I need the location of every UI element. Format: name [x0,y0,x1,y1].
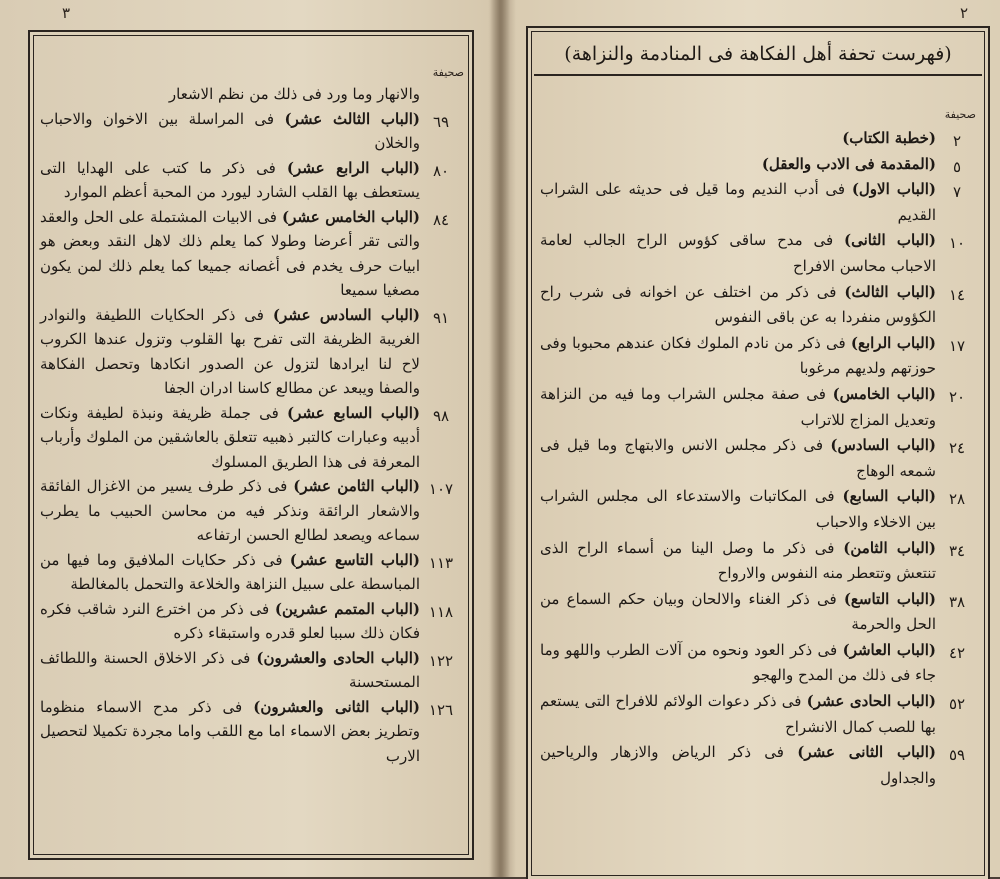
toc-entry [40,474,462,548]
entry-text [40,303,420,401]
entry-page-number: ٤٢ [948,643,966,662]
entry-description: فى ذكر من نادم الملوك فكان عندهم محبوبا وفى حوزتهم ولديهم مرغوبا [540,333,936,378]
entry-title: (الباب الثانى) [844,231,936,250]
entry-description: فى ذكر من اختلف عن اخوانه فى شرب راح الكؤوس منفردا به عن باقى النفوس [540,282,936,327]
toc-entry [540,382,978,433]
entry-title: (الباب الثانى والعشرون) [253,697,420,716]
entry-description: فى ذكر ما وصل الينا من أسماء الراح الذى تنتعش وتتعطر منه النفوس والارواح [540,538,936,583]
entry-text [540,382,936,433]
entry-page-number: ١٢٢ [428,651,454,670]
toc-entry [540,484,978,535]
entry-text [40,205,420,303]
entry-description: فى ذكر مدح الاسماء منظوما وتطريز بعض الاسماء اما مع اللقب واما مجردة تكميلا لتحصيل الارب [40,697,420,765]
page-frame [28,30,474,860]
entry-page-number [420,82,462,88]
entry-page-number: ٢٤ [948,439,966,458]
entry-description: فى جملة ظريفة ونبذة لطيفة ونكات أدبيه وعبارات كالتبر ذهبيه تتعلق بالعاشقين من الملوك وأرباب المعرفة فى هذا الطريق المسلوك [40,403,420,471]
toc-entry [40,695,462,769]
entry-page-number: ١١٣ [428,553,454,572]
entry-page-number: ١٠ [948,234,966,253]
column-header: صحيفة [944,108,976,121]
entry-title: (الباب الاول) [851,180,936,199]
entry-text [40,107,420,156]
entry-text [40,695,420,769]
page-number: ٣ [62,4,71,22]
entry-page-number: ١٤ [948,285,966,304]
entry-description: فى ذكر مجلس الانس والابتهاج وما قيل فى شمعه الوهاج [540,436,936,480]
entry-title: (الباب الثالث) [844,282,936,301]
page-frame [526,26,990,879]
entry-title: (الباب الرابع عشر) [286,158,420,177]
entry-description: فى ذكر الرياض والازهار والرياحين والجداول [540,743,936,787]
toc-entry [540,587,978,638]
toc-entry [540,433,978,484]
entry-title: (الباب السابع عشر) [287,403,420,422]
entry-page-number: ٩٨ [432,406,450,425]
toc-entries [540,126,978,791]
entry-description: فى ذكر دعوات الولائم للافراح التى يستعم بها للصب كمال الانشراح [540,692,936,736]
entry-text [540,740,936,791]
entry-text [540,536,936,587]
entry-description: فى ذكر الحكايات اللطيفة والنوادر الغريبة الظريفة التى تفرح بها القلوب وتزول عندها الكروب لاح لنا ايرادها لتزول عن الصدور انكادها وتحصل الفكاهة والصفا ويبعد عن مطالع كاسنا ادران الجفا [40,305,420,397]
entry-description: فى أدب النديم وما قيل فى حديثه على الشراب القديم [540,180,936,224]
toc-entry [540,280,978,331]
entry-title: (الباب التاسع عشر) [289,550,420,569]
toc-entry [40,303,462,401]
entry-title: (الباب التاسع) [843,589,936,608]
toc-entry [40,548,462,597]
entry-text [40,474,420,548]
toc-entry [540,331,978,382]
entry-page-number: ١٠٧ [428,480,454,498]
entry-description: فى صفة مجلس الشراب وما فيه من النزاهة وتعديل المزاج للاتراب [540,384,936,429]
entry-text [540,331,936,382]
entry-title: (الباب العاشر) [842,640,936,659]
right-page [508,0,1000,877]
entry-description: فى مدح ساقى كؤوس الراح الجالب لعامة الاحباب محاسن الافراح [540,231,936,275]
toc-entry [40,401,462,475]
entry-title: (الباب الحادى عشر) [806,692,936,711]
entry-page-number: ٨٠ [432,161,450,180]
toc-entry [540,126,978,152]
entry-page-number: ٣٤ [948,541,966,560]
entry-page-number: ٥ [952,157,962,176]
entry-text [540,177,936,228]
page-title: (فهرست تحفة أهل الفكاهة فى المنادمة والنزاهة) [564,43,952,65]
toc-entry [540,740,978,791]
entry-text [540,689,936,740]
toc-entry [40,646,462,695]
entry-text [540,638,936,689]
entry-title: (الباب السادس عشر) [272,305,420,324]
entry-page-number: ٧ [952,183,962,202]
entry-page-number: ١١٨ [428,602,454,621]
column-header: صحيفة [432,66,464,79]
entry-description: فى المكاتبات والاستدعاء الى مجلس الشراب بين الاخلاء والاحباب [540,487,936,531]
entry-text [540,433,936,484]
entry-description: فى ذكر ما كتب على الهدايا التى يستعطف بها القلب الشارد ليورد من المحبة أعظم الموارد [40,158,420,201]
entry-text [40,646,420,695]
toc-entry [40,205,462,303]
entry-description: فى ذكر من اخترع النرد شاقب فكره فكان ذلك سببا لعلو قدره واستبقاء ذكره [40,599,420,642]
entry-title: (الباب الثانى عشر) [797,743,936,762]
toc-entry [540,689,978,740]
page-number: ٢ [960,4,969,22]
toc-entry [540,536,978,587]
entry-description: فى ذكر الاخلاق الحسنة واللطائف المستحسنة [40,648,420,691]
entry-text [40,597,420,646]
entry-title: (الباب الثامن عشر) [293,477,420,495]
entry-page-number: ١٧ [948,336,966,355]
entry-text [540,152,936,178]
entry-title: (الباب الرابع) [850,333,936,352]
entry-text [540,126,936,152]
entry-page-number: ٢ [952,132,962,150]
toc-entry [540,177,978,228]
entry-title: (الباب السادس) [830,436,936,455]
entry-page-number: ٥٩ [948,746,966,765]
entry-page-number: ٢٨ [948,490,966,509]
toc-entry [540,638,978,689]
entry-title: (خطبة الكتاب) [842,129,936,147]
toc-entry [540,152,978,178]
entry-text [540,484,936,535]
toc-entry [40,107,462,156]
entry-title: (الباب الثامن) [843,538,936,557]
toc-entry [540,228,978,279]
toc-entry [40,156,462,205]
entry-text [540,587,936,638]
entry-title: (الباب السابع) [842,487,936,506]
header-box [534,34,982,76]
left-page [0,0,496,877]
entry-description: فى ذكر طرف يسير من الاغزال الفائقة والاشعار الرائقة ونذكر فيه من محاسن الحبيب ما يطرب سماعه ويصعد لطالع الحسن ارتفاعه [40,477,420,544]
entry-description: فى الابيات المشتملة على الحل والعقد والتى تقر أعرضا وطولا كما يعلم ذلك لاهل النقد وبعض هو ابيات حرف يخدم فى أغصانه جميعا كما يعلم ذلك لمن يكون مصغيا سميعا [40,207,420,299]
toc-entry [40,82,462,107]
entry-page-number: ٢٠ [948,387,966,406]
entry-title: (الباب الحادى والعشرون) [256,648,420,667]
entry-title: (الباب الثالث عشر) [284,109,420,128]
entry-title: (الباب المتمم عشرين) [274,599,420,618]
entry-text [40,156,420,205]
entry-description: والانهار وما ورد فى ذلك من نظم الاشعار [168,85,420,103]
entry-page-number: ٩١ [432,308,450,327]
toc-entry [40,597,462,646]
entry-text [540,228,936,279]
entry-title: (المقدمة فى الادب والعقل) [761,154,936,173]
entry-page-number: ٣٨ [948,592,966,611]
entry-page-number: ٦٩ [432,112,450,131]
entry-page-number: ٨٤ [432,210,450,229]
entry-page-number: ١٢٦ [428,700,454,719]
entry-text [40,548,420,597]
entry-text [540,280,936,331]
entry-text [40,82,420,107]
toc-entries [40,82,462,768]
entry-title: (الباب الخامس) [832,384,936,403]
entry-description: فى ذكر العود ونحوه من آلات الطرب واللهو وما جاء فى ذلك من المدح والهجو [540,640,936,685]
entry-description: فى ذكر الغناء والالحان وبيان حكم السماع من الحل والحرمة [540,589,936,634]
entry-description: فى المراسلة بين الاخوان والاحباب والخلان [40,109,420,152]
entry-description: فى ذكر حكايات الملافيق وما فيها من المباسطة على سبيل النزاهة والخلاعة والتحمل بالمغالطة [40,550,420,593]
entry-page-number: ٥٢ [948,695,966,714]
entry-text [40,401,420,475]
entry-title: (الباب الخامس عشر) [282,207,420,226]
